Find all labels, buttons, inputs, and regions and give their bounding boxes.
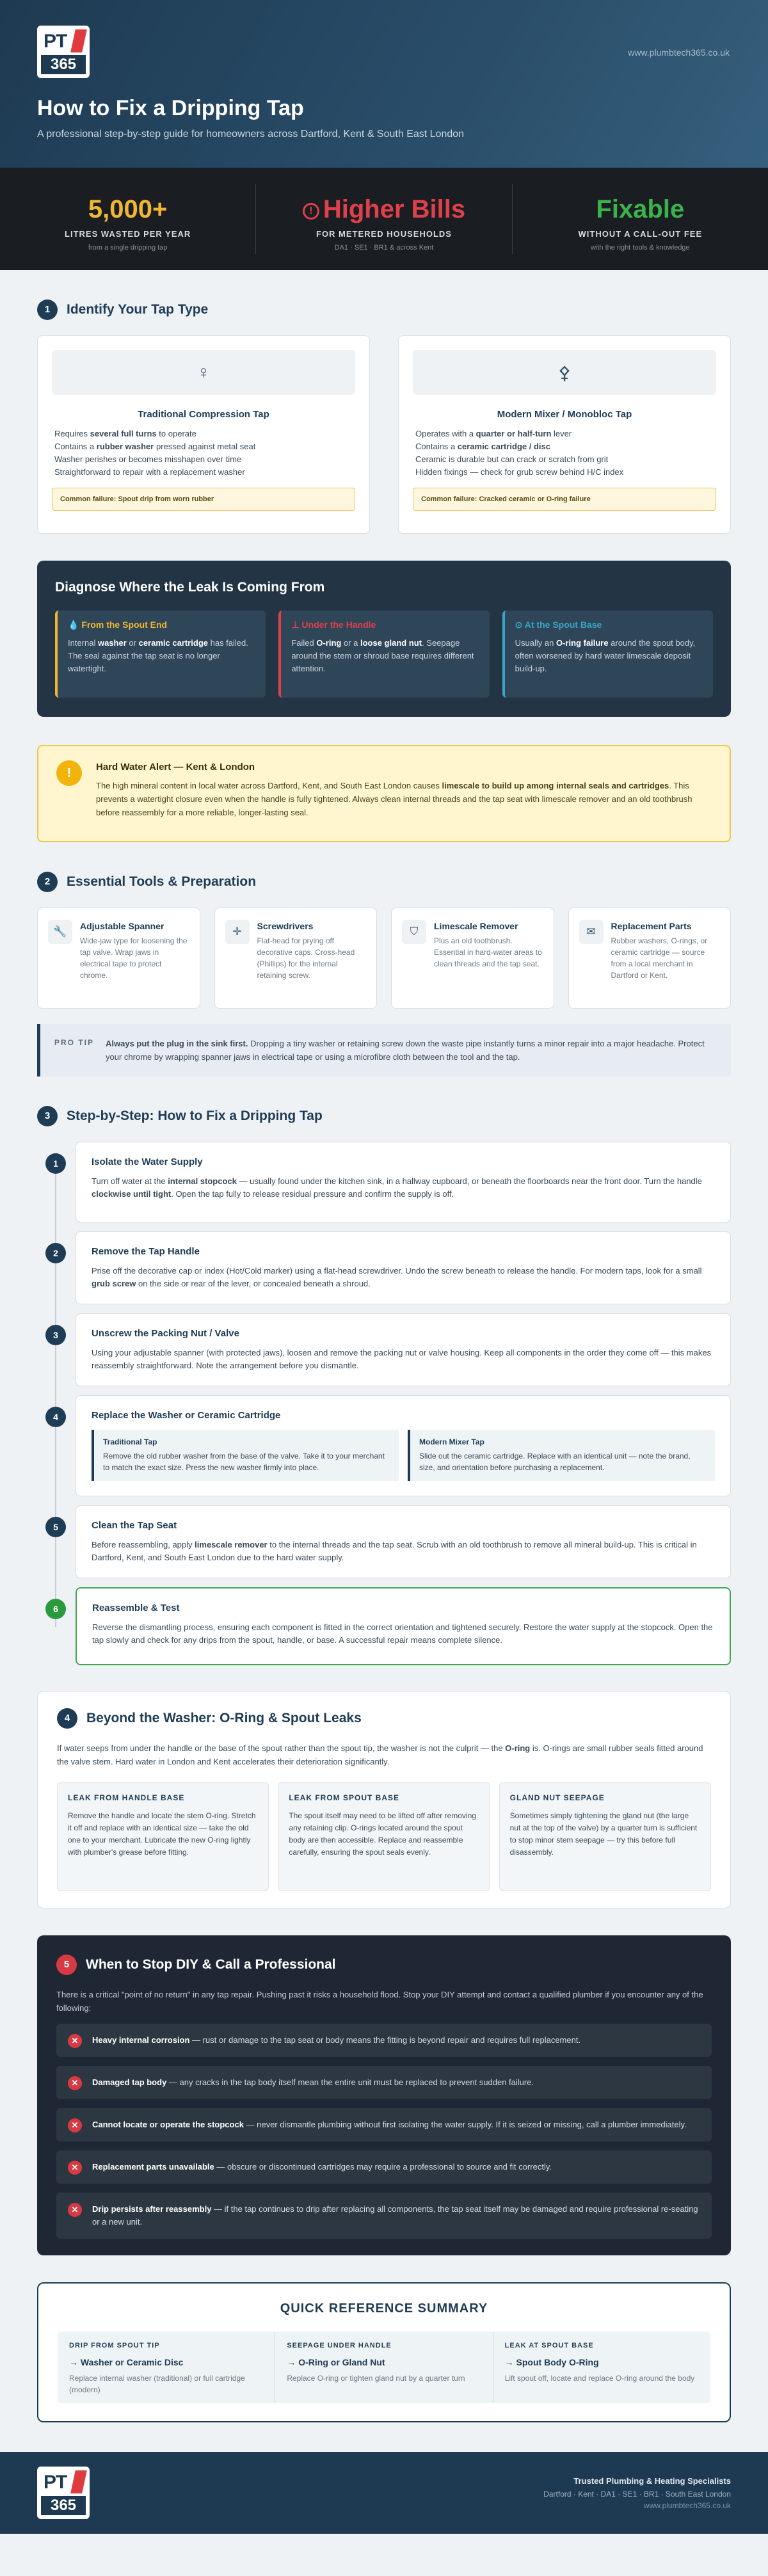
diagnose-card-heading bbox=[291, 620, 479, 630]
footer-url[interactable]: www.plumbtech365.co.uk bbox=[643, 2500, 731, 2510]
call-professional-section bbox=[37, 1935, 731, 2255]
diagnose-card-spout-end bbox=[55, 611, 266, 698]
diagnose-card-heading bbox=[68, 620, 255, 630]
close-icon: ✕ bbox=[68, 2076, 82, 2090]
stat-value: Higher Bills bbox=[323, 195, 466, 223]
step-3 bbox=[37, 1313, 731, 1386]
step-title: Isolate the Water Supply bbox=[92, 1156, 203, 1167]
diagnose-cards bbox=[55, 611, 713, 698]
quick-ref-heading: SEEPAGE UNDER HANDLE bbox=[287, 2342, 392, 2349]
oring-intro: If water seeps from under the handle or the base of the spout rather than the spout tip, the washer is not the culprit — the O-ring is. O-rings are small rubber seals fitted around the valve stem. Hard water in London and Kent accelerates their deterioration significantly. bbox=[57, 1743, 703, 1766]
oring-card bbox=[57, 1782, 269, 1891]
stat-note: DA1 · SE1 · BR1 & across Kent bbox=[334, 244, 434, 252]
list-item: Operates with a quarter or half-turn lever bbox=[415, 429, 572, 438]
tool-text: Rubber washers, O-rings, or ceramic cartridge — source from a local merchant in Dartford or Kent. bbox=[611, 936, 708, 980]
stat-label: LITRES WASTED PER YEAR bbox=[65, 229, 191, 239]
spout-base-icon: ⊙ bbox=[515, 620, 525, 630]
step-number: 6 bbox=[45, 1599, 66, 1619]
quick-ref-heading: DRIP FROM SPOUT TIP bbox=[69, 2342, 160, 2349]
step-number: 5 bbox=[45, 1517, 66, 1537]
pro-intro: There is a critical "point of no return" in any tap repair. Pushing past it risks a household flood. Stop your DIY attempt and contact a qualified plumber if you encounter any of the following: bbox=[56, 1990, 703, 2013]
step-number: 1 bbox=[45, 1153, 66, 1174]
tool-title: Limescale Remover bbox=[434, 921, 518, 931]
brand-logo[interactable] bbox=[37, 26, 90, 78]
water-drop-icon: 💧 bbox=[68, 620, 82, 630]
diagnose-card-handle bbox=[278, 611, 489, 698]
section-title: Beyond the Washer: O-Ring & Spout Leaks bbox=[86, 1711, 362, 1725]
diagnose-card-spout-base bbox=[502, 611, 713, 698]
step-5 bbox=[37, 1505, 731, 1578]
section-4-heading bbox=[57, 1708, 711, 1729]
oring-cards bbox=[57, 1782, 711, 1891]
tool-title: Screwdrivers bbox=[257, 921, 314, 931]
package-icon: ✉ bbox=[579, 920, 604, 944]
section-2-heading bbox=[37, 872, 731, 892]
diagnose-card-title: Under the Handle bbox=[301, 620, 376, 630]
step-card bbox=[76, 1142, 731, 1222]
stat-label: FOR METERED HOUSEHOLDS bbox=[316, 229, 452, 239]
quick-ref-fix: Replace internal washer (traditional) or full cartridge (modern) bbox=[69, 2374, 245, 2394]
tap-card-title: Traditional Compression Tap bbox=[138, 409, 269, 420]
oring-card-title: GLAND NUT SEEPAGE bbox=[509, 1793, 605, 1802]
diagnose-card-title: From the Spout End bbox=[81, 620, 168, 630]
list-item: ✕ Replacement parts unavailable — obscure or discontinued cartridges may require a professional to source and fit correctly. bbox=[56, 2150, 712, 2184]
tool-text: Plus an old toothbrush. Essential in hard-water areas to clean threads and the tap seat. bbox=[434, 936, 542, 968]
option-mixer bbox=[408, 1430, 715, 1481]
quick-reference-row bbox=[58, 2332, 710, 2403]
pro-tip-text: Always put the plug in the sink first. Dropping a tiny washer or retaining screw down the waste pipe instantly turns a minor repair into a major headache. Protect your chrome by wrapping spanner jaws in electrical tape or using a microfibre cloth between the tool and the tap. bbox=[106, 1039, 705, 1062]
tool-text: Flat-head for prying off decorative caps. Cross-head (Phillips) for the internal retaining screw. bbox=[257, 936, 355, 980]
logo-text-bottom: 365 bbox=[41, 55, 86, 74]
section-3-heading bbox=[37, 1106, 731, 1126]
step-6 bbox=[37, 1587, 731, 1665]
step-card bbox=[76, 1395, 731, 1496]
step-card bbox=[76, 1231, 731, 1304]
option-title: Modern Mixer Tap bbox=[419, 1437, 484, 1446]
tool-card bbox=[391, 908, 554, 1009]
step-title: Unscrew the Packing Nut / Valve bbox=[92, 1328, 239, 1339]
pro-tip bbox=[37, 1024, 731, 1076]
tool-title: Replacement Parts bbox=[611, 921, 692, 931]
step-4 bbox=[37, 1395, 731, 1496]
diagnose-card-title: At the Spout Base bbox=[524, 620, 602, 630]
option-text: Remove the old rubber washer from the base of the valve. Take it to your merchant to match the exact size. Press the new washer firmly into place. bbox=[103, 1452, 385, 1472]
option-text: Slide out the ceramic cartridge. Replace with an identical unit — note the brand, size, and orientation before purchasing a replacement. bbox=[419, 1452, 691, 1472]
stat-litres bbox=[0, 184, 256, 254]
tap-types bbox=[37, 335, 731, 534]
common-failure-note: Common failure: Spout drip from worn rubber bbox=[52, 488, 355, 511]
step-2 bbox=[37, 1231, 731, 1304]
stat-bills bbox=[256, 184, 512, 254]
hard-water-alert bbox=[37, 745, 731, 842]
tool-body bbox=[611, 920, 721, 996]
logo-accent bbox=[70, 2470, 87, 2493]
quick-ref-col bbox=[493, 2332, 710, 2403]
stat-note: from a single dripping tap bbox=[88, 244, 168, 252]
step-number: 4 bbox=[45, 1407, 66, 1427]
hero-header bbox=[0, 0, 768, 168]
diagnose-card-text: Usually an O-ring failure around the spout body, often worsened by hard water limescale deposit build-up. bbox=[515, 638, 696, 673]
page-subtitle: A professional step-by-step guide for homeowners across Dartford, Kent & South East London bbox=[37, 129, 465, 140]
step-number: 3 bbox=[45, 1325, 66, 1345]
quick-ref-fix: Lift spout off, locate and replace O-ring around the body bbox=[504, 2374, 695, 2383]
step-1 bbox=[37, 1142, 731, 1222]
logo-text-top: PT bbox=[44, 31, 67, 52]
tool-body bbox=[434, 920, 543, 996]
tool-card bbox=[37, 908, 200, 1009]
close-icon: ✕ bbox=[68, 2203, 82, 2217]
wrench-icon: 🔧 bbox=[48, 920, 72, 944]
section-title: Step-by-Step: How to Fix a Dripping Tap bbox=[67, 1108, 323, 1123]
tap-features bbox=[413, 428, 716, 479]
step-text: Before reassembling, apply limescale remover to the internal threads and the tap seat. Scrub with an old toothbrush to remove all mineral build-up. This is critical in Dartford, Kent, and South East London due to the hard water supply. bbox=[92, 1540, 697, 1562]
list-item: Washer perishes or becomes misshapen over time bbox=[54, 454, 242, 464]
alert-text: The high mineral content in local water across Dartford, Kent, and South East London causes limescale to build up among internal seals and cartridges. This prevents a watertight closure even when the handle is fully tightened. Always clean internal threads and the tap seat with limescale remover and an old toothbrush before reassembly for a more reliable, longer-lasting seal. bbox=[96, 781, 692, 817]
diagnose-card-heading bbox=[515, 620, 703, 630]
section-title: When to Stop DIY & Call a Professional bbox=[86, 1957, 336, 1972]
shield-icon: ⛉ bbox=[402, 920, 426, 944]
oring-card bbox=[278, 1782, 490, 1891]
stat-label: WITHOUT A CALL-OUT FEE bbox=[578, 229, 703, 239]
list-item: Contains a rubber washer pressed against metal seat bbox=[54, 442, 256, 451]
tool-title: Adjustable Spanner bbox=[80, 921, 164, 931]
list-item: Ceramic is durable but can crack or scratch from grit bbox=[415, 454, 609, 464]
stat-value-wrap bbox=[256, 195, 511, 224]
step-text: Using your adjustable spanner (with protected jaws), loosen and remove the packing nut or valve housing. Keep all components in the order they come off — this makes reassembly straightforward. Note the arrangement before you dismantle. bbox=[92, 1348, 712, 1370]
steps-timeline bbox=[37, 1142, 731, 1665]
close-icon: ✕ bbox=[68, 2118, 82, 2132]
list-item: ✕ Drip persists after reassembly — if the tap continues to drip after replacing all components, the tap seat itself may be damaged and require professional re-seating or a new unit. bbox=[56, 2193, 712, 2239]
tool-text: Wide-jaw type for loosening the tap valve. Wrap jaws in electrical tape to protect chrome. bbox=[80, 936, 188, 980]
section-number: 2 bbox=[37, 872, 58, 892]
section-number: 5 bbox=[56, 1955, 77, 1975]
quick-reference-title: QUICK REFERENCE SUMMARY bbox=[280, 2301, 488, 2316]
close-icon: ✕ bbox=[68, 2161, 82, 2175]
logo-text-bottom: 365 bbox=[41, 2496, 86, 2515]
oring-card bbox=[499, 1782, 711, 1891]
list-item: ✕ Cannot locate or operate the stopcock — never dismantle plumbing without first isolating the water supply. If it is seized or missing, call a plumber immediately. bbox=[56, 2108, 712, 2141]
warning-icon: ! bbox=[56, 760, 82, 786]
stat-value: Fixable bbox=[596, 195, 685, 223]
footer-logo[interactable] bbox=[37, 2467, 90, 2519]
section-5-heading bbox=[56, 1955, 712, 1975]
stat-value: 5,000+ bbox=[88, 195, 168, 223]
screwdriver-icon: ✛ bbox=[225, 920, 250, 944]
footer-tagline: Trusted Plumbing & Heating Specialists bbox=[573, 2476, 731, 2486]
tools-grid bbox=[37, 908, 731, 1009]
step-title: Remove the Tap Handle bbox=[92, 1246, 200, 1257]
list-item: Straightforward to repair with a replacement washer bbox=[54, 467, 245, 477]
stat-fixable bbox=[513, 184, 768, 254]
step-text: Reverse the dismantling process, ensuring each component is fitted in the correct orientation and tightened securely. Restore the water supply at the stopcock. Open the tap slowly and check for any drips from the spout, handle, or base. A successful repair means complete silence. bbox=[92, 1622, 713, 1645]
step-title: Clean the Tap Seat bbox=[92, 1520, 177, 1531]
tap-card-mixer bbox=[398, 335, 731, 534]
quick-reference bbox=[37, 2282, 731, 2422]
section-1-heading bbox=[37, 300, 731, 320]
logo-text-top: PT bbox=[44, 2472, 67, 2493]
tap-features bbox=[52, 428, 355, 479]
stats-bar bbox=[0, 168, 768, 270]
section-number: 4 bbox=[57, 1708, 77, 1729]
step-number: 2 bbox=[45, 1243, 66, 1263]
tool-body bbox=[257, 920, 367, 996]
section-number: 3 bbox=[37, 1106, 58, 1126]
list-item: ✕ Heavy internal corrosion — rust or damage to the tap seat or body means the fitting is beyond repair and requires full replacement. bbox=[56, 2024, 712, 2057]
pro-tip-tag: PRO TIP bbox=[54, 1038, 95, 1047]
stat-note: with the right tools & knowledge bbox=[590, 244, 690, 252]
quick-ref-fix: Replace O-ring or tighten gland nut by a quarter turn bbox=[287, 2374, 465, 2383]
list-item: Contains a ceramic cartridge / disc bbox=[415, 442, 551, 451]
repair-options bbox=[92, 1430, 715, 1481]
mixer-tap-icon: ⚴ bbox=[413, 350, 716, 395]
diagnose-title: Diagnose Where the Leak Is Coming From bbox=[55, 580, 325, 595]
footer-areas: Dartford · Kent · DA1 · SE1 · BR1 · South East London bbox=[543, 2489, 731, 2499]
step-card bbox=[76, 1313, 731, 1386]
logo-accent bbox=[70, 29, 87, 52]
quick-ref-cause: → O-Ring or Gland Nut bbox=[287, 2357, 385, 2367]
step-title: Reassemble & Test bbox=[92, 1603, 180, 1613]
section-number: 1 bbox=[37, 300, 58, 320]
quick-ref-cause: → Spout Body O-Ring bbox=[504, 2357, 599, 2367]
close-icon: ✕ bbox=[68, 2034, 82, 2048]
quick-ref-col bbox=[275, 2332, 493, 2403]
diagnose-card-text: Internal washer or ceramic cartridge has failed. The seal against the tap seat is no longer watertight. bbox=[68, 638, 248, 673]
tool-body bbox=[80, 920, 189, 996]
quick-ref-heading: LEAK AT SPOUT BASE bbox=[504, 2342, 594, 2349]
page-title: How to Fix a Dripping Tap bbox=[37, 96, 304, 120]
oring-card-title: LEAK FROM SPOUT BASE bbox=[289, 1793, 399, 1802]
alert-circle-icon: ! bbox=[303, 203, 319, 220]
oring-card-text: Remove the handle and locate the stem O-ring. Stretch it off and replace with an identical size — take the old one to your merchant. Lubricate the new O-ring lightly with plumber's grease before fitting. bbox=[68, 1811, 256, 1857]
list-item: Hidden fixings — check for grub screw behind H/C index bbox=[415, 467, 624, 477]
step-card bbox=[76, 1505, 731, 1578]
oring-card-text: Sometimes simply tightening the gland nut (the large nut at the top of the valve) by a quarter turn is sufficient to stop minor stem seepage — try this before full disassembly. bbox=[509, 1811, 698, 1857]
oring-section bbox=[37, 1691, 731, 1908]
step-text: Prise off the decorative cap or index (Hot/Cold marker) using a flat-head screwdriver. Undo the screw beneath to release the handle. For modern taps, look for a small grub screw on the side or rear of the lever, or concealed beneath a shroud. bbox=[92, 1266, 702, 1288]
quick-ref-col bbox=[58, 2332, 275, 2403]
tap-card-title: Modern Mixer / Monobloc Tap bbox=[497, 409, 632, 420]
alert-title: Hard Water Alert — Kent & London bbox=[96, 762, 255, 772]
quick-ref-cause: → Washer or Ceramic Disc bbox=[69, 2357, 184, 2367]
list-item: Requires several full turns to operate bbox=[54, 429, 196, 438]
step-title: Replace the Washer or Ceramic Cartridge bbox=[92, 1410, 281, 1421]
oring-card-text: The spout itself may need to be lifted off after removing any retaining clip. O-rings located around the spout body are then accessible. Replace and reassemble carefully, ensuring the spout seals evenly. bbox=[289, 1811, 476, 1857]
option-title: Traditional Tap bbox=[103, 1437, 157, 1446]
footer-info bbox=[543, 2476, 731, 2510]
tool-card bbox=[568, 908, 732, 1009]
diagnose-panel bbox=[37, 561, 731, 717]
list-item: ✕ Damaged tap body — any cracks in the tap body itself mean the entire unit must be replaced to prevent sudden failure. bbox=[56, 2066, 712, 2099]
footer bbox=[0, 2452, 768, 2534]
step-card bbox=[76, 1587, 731, 1665]
section-title: Identify Your Tap Type bbox=[67, 302, 209, 317]
oring-card-title: LEAK FROM HANDLE BASE bbox=[68, 1793, 185, 1802]
tap-card-compression bbox=[37, 335, 370, 534]
handle-icon: ⊥ bbox=[291, 620, 302, 630]
section-title: Essential Tools & Preparation bbox=[67, 874, 257, 889]
compression-tap-icon: ♀ bbox=[52, 350, 355, 395]
common-failure-note: Common failure: Cracked ceramic or O-ring failure bbox=[413, 488, 716, 511]
diagnose-card-text: Failed O-ring or a loose gland nut. Seepage around the stem or shroud base requires different attention. bbox=[291, 638, 474, 673]
step-text: Turn off water at the internal stopcock — usually found under the kitchen sink, in a hallway cupboard, or beneath the floorboards near the front door. Turn the handle clockwise until tight. Open the tap fully to release residual pressure and confirm the supply is off. bbox=[92, 1176, 702, 1199]
site-url[interactable]: www.plumbtech365.co.uk bbox=[628, 47, 730, 58]
option-traditional bbox=[92, 1430, 399, 1481]
tool-card bbox=[214, 908, 378, 1009]
alert-body bbox=[96, 760, 712, 827]
